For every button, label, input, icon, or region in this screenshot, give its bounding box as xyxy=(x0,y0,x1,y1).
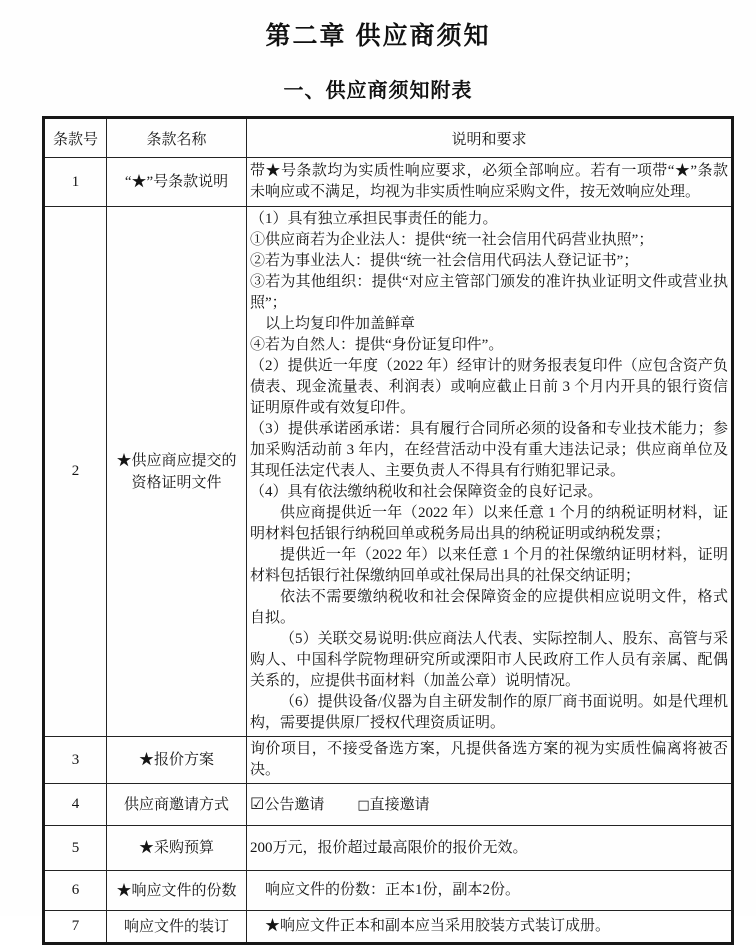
invitation-option xyxy=(357,797,429,813)
option-label: 公告邀请 xyxy=(264,797,325,813)
desc-paragraph: ③若为其他组织：提供“对应主管部门颁发的准许执业证明文件或营业执照”； xyxy=(250,274,728,311)
table-row xyxy=(44,871,733,911)
table-row xyxy=(44,826,733,871)
clause-name-cell: ★响应文件的份数 xyxy=(107,871,247,911)
clause-name-cell: ★采购预算 xyxy=(107,826,247,871)
desc-paragraph: 以上均复印件加盖鲜章 xyxy=(265,316,416,332)
clause-desc-cell xyxy=(247,871,733,911)
clause-desc-cell xyxy=(247,207,733,737)
checkbox-unchecked-icon: □ xyxy=(357,798,370,813)
desc-paragraph: 依法不需要缴纳税收和社会保障资金的应提供相应说明文件，格式自拟。 xyxy=(250,589,728,626)
clause-no-cell: 2 xyxy=(44,207,107,737)
desc-paragraph: （2）提供近一年度（2022 年）经审计的财务报表复印件（应包含资产负债表、现金流量表、利润表）或响应截止日前 3 个月内开具的银行资信证明原件或有效复印件。 xyxy=(250,358,728,416)
clause-desc-cell xyxy=(247,158,733,207)
clause-no-cell: 1 xyxy=(44,158,107,207)
desc-paragraph: ★响应文件正本和副本应当采用胶装方式装订成册。 xyxy=(265,918,611,934)
column-header: 条款号 xyxy=(44,118,107,158)
desc-paragraph: （5）关联交易说明:供应商法人代表、实际控制人、股东、高管与采购人、中国科学院物理研究所或溧阳市人民政府工作人员有亲属、配偶关系的，应提供书面材料（加盖公章）说明情况。 xyxy=(250,631,728,689)
column-header: 说明和要求 xyxy=(247,118,733,158)
clause-name-cell: 供应商邀请方式 xyxy=(107,784,247,826)
desc-paragraph: ②若为事业法人：提供“统一社会信用代码法人登记证书”； xyxy=(250,253,639,269)
desc-paragraph: 响应文件的份数：正本1份，副本2份。 xyxy=(265,882,521,898)
invitation-options xyxy=(250,793,728,816)
invitation-option xyxy=(250,794,325,813)
table-row xyxy=(44,207,733,737)
desc-paragraph: 询价项目，不接受备选方案，凡提供备选方案的视为实质性偏离将被否决。 xyxy=(250,741,728,778)
supplier-notice-table xyxy=(42,116,734,945)
desc-paragraph: （1）具有独立承担民事责任的能力。 xyxy=(250,211,498,227)
clause-desc-cell xyxy=(247,826,733,871)
column-header: 条款名称 xyxy=(107,118,247,158)
desc-paragraph: ④若为自然人：提供“身份证复印件”。 xyxy=(250,337,504,353)
checkbox-checked-icon: ☑ xyxy=(250,794,265,813)
clause-no-cell: 3 xyxy=(44,737,107,784)
table-header-row xyxy=(44,118,733,158)
option-label: 直接邀请 xyxy=(369,797,430,813)
clause-desc-cell xyxy=(247,737,733,784)
table-row xyxy=(44,784,733,826)
chapter-title: 第二章 供应商须知 xyxy=(265,22,491,50)
table-row xyxy=(44,737,733,784)
clause-name-cell: 响应文件的装订 xyxy=(107,911,247,944)
clause-no-cell: 4 xyxy=(44,784,107,826)
clause-no-cell: 7 xyxy=(44,911,107,944)
desc-paragraph: 带★号条款均为实质性响应要求，必须全部响应。若有一项带“★”条款未响应或不满足，均视为非实质性响应采购文件，按无效响应处理。 xyxy=(250,163,728,200)
desc-paragraph: 供应商提供近一年（2022 年）以来任意 1 个月的纳税证明材料，证明材料包括银行纳税回单或税务局出具的纳税证明或纳税发票； xyxy=(250,505,728,542)
clause-desc-cell xyxy=(247,784,733,826)
clause-name-cell: “★”号条款说明 xyxy=(107,158,247,207)
desc-paragraph: 提供近一年（2022 年）以来任意 1 个月的社保缴纳证明材料，证明材料包括银行社保缴纳回单或社保局出具的社保交纳证明； xyxy=(250,547,728,584)
section-title: 一、供应商须知附表 xyxy=(283,80,473,102)
clause-no-cell: 6 xyxy=(44,871,107,911)
table-row xyxy=(44,911,733,944)
clause-name-cell: ★报价方案 xyxy=(107,737,247,784)
desc-paragraph: ①供应商若为企业法人：提供“统一社会信用代码营业执照”； xyxy=(250,232,654,248)
table-row xyxy=(44,158,733,207)
desc-paragraph: （6）提供设备/仪器为自主研发制作的原厂商书面说明。如是代理机构，需要提供原厂授权代理资质证明。 xyxy=(250,694,728,731)
desc-paragraph: （3）提供承诺函承诺：具有履行合同所必须的设备和专业技术能力；参加采购活动前 3 年内，在经营活动中没有重大违法记录；供应商单位及其现任法定代表人、主要负责人不得具有行贿犯罪记录。 xyxy=(250,421,728,479)
desc-paragraph: （4）具有依法缴纳税收和社会保障资金的良好记录。 xyxy=(250,484,603,500)
clause-no-cell: 5 xyxy=(44,826,107,871)
clause-desc-cell xyxy=(247,911,733,944)
clause-name-cell: ★供应商应提交的资格证明文件 xyxy=(107,207,247,737)
desc-paragraph: 200万元，报价超过最高限价的报价无效。 xyxy=(250,839,528,856)
